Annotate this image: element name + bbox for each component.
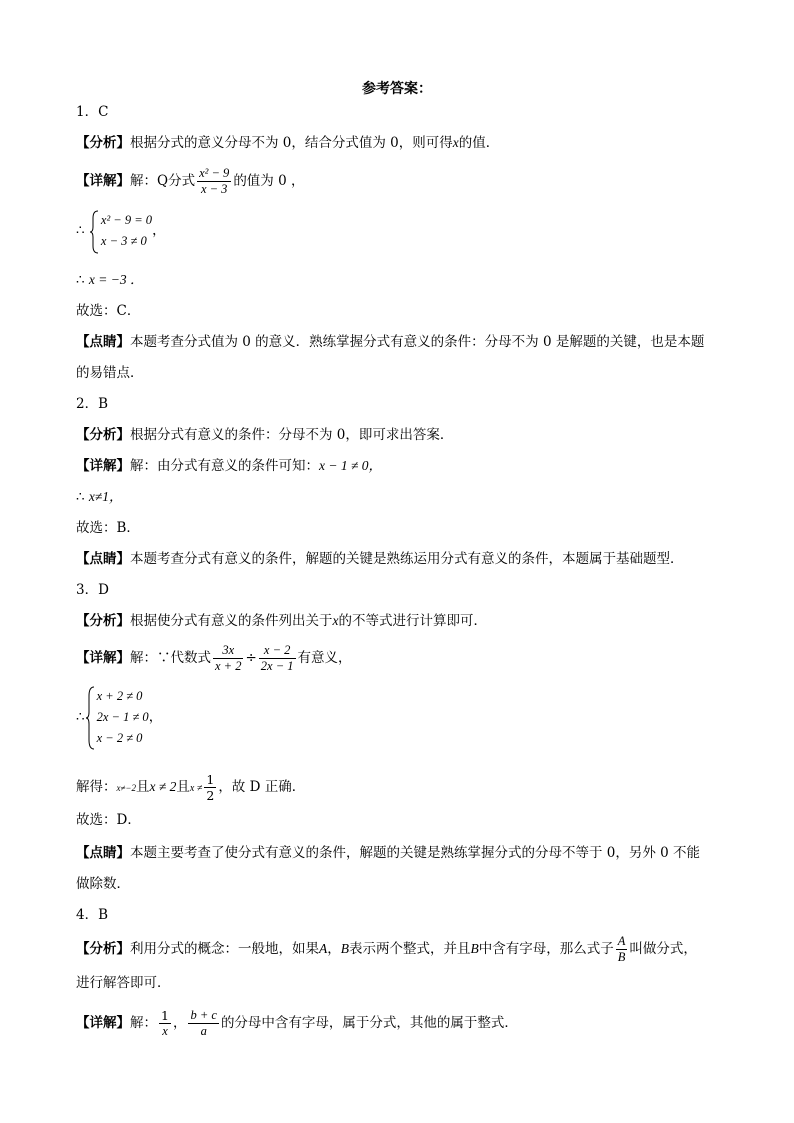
fraction: $\frac{3x}{x + 2}$ (215, 643, 242, 673)
comment-tag: 【点睛】 (76, 334, 130, 350)
q3-analysis: 【分析】根据使分式有意义的条件列出关于x的不等式进行计算即可． (76, 613, 487, 629)
fraction: $\frac{x - 2}{2x - 1}$ (260, 643, 294, 673)
fraction: $\frac{A}{B}$ (617, 934, 626, 964)
page-title: 参考答案： (362, 81, 432, 97)
brace-icon (89, 210, 99, 254)
q1-comment-cont: 的易错点． (76, 365, 144, 381)
q3-detail: 【详解】解：∵代数式 $\frac{3x}{x + 2}$ ÷ $\frac{x - 2}{2x - 1}$ 有意义， (76, 643, 352, 673)
q4-analysis-cont: 进行解答即可． (76, 975, 171, 991)
q2-result: ∴ x≠1， (76, 489, 123, 505)
q3-comment-cont: 做除数． (76, 876, 130, 892)
q2-number: 2．B (76, 396, 109, 412)
inequality-system: x + 2 ≠ 0 2x − 1 ≠ 0 x − 2 ≠ 0 (85, 686, 149, 749)
q2-analysis: 【分析】根据分式有意义的条件：分母不为 0，即可求出答案． (76, 427, 454, 443)
fraction: $\frac{\text{x² − 9}}{x - 3}$ (199, 166, 230, 196)
q2-detail: 【详解】解：由分式有意义的条件可知：x − 1 ≠ 0， (76, 458, 383, 474)
q4-number: 4．B (76, 907, 109, 923)
q1-comment: 【点睛】本题考查分式值为 0 的意义．熟练掌握分式有意义的条件：分母不为 0 是解题的关键，也是本题 (76, 334, 705, 350)
q1-result: ∴ x = −3 ． (76, 272, 144, 288)
q4-analysis: 【分析】利用分式的概念：一般地，如果A，B表示两个整式，并且B中含有字母，那么式子 $\frac{A}{B}$ 叫做分式， (76, 934, 697, 964)
detail-tag: 【详解】 (76, 173, 130, 189)
q4-detail: 【详解】解： $\frac{1}{x}$ ， $\frac{b + c}{a}$ 的分母中含有字母，属于分式，其他的属于整式． (76, 1008, 518, 1038)
q1-system: ∴ x² − 9 = 0 x − 3 ≠ 0 ， (76, 210, 166, 252)
q1-number: 1．C (76, 104, 109, 120)
q3-system: ∴ x + 2 ≠ 0 2x − 1 ≠ 0 x − 2 ≠ 0 ， (76, 686, 162, 749)
fraction: $\frac{b + c}{a}$ (190, 1008, 217, 1038)
q1-detail: 【详解】解：Q分式 $\frac{\text{x² − 9}}{x - 3}$ 的值为 0 ， (76, 166, 305, 196)
fraction: $\frac{1}{x}$ (161, 1008, 169, 1038)
fraction: $\frac{1}{2}$ (206, 772, 215, 803)
q3-number: 3．D (76, 582, 109, 598)
q1-choice: 故选：C． (76, 303, 141, 319)
q2-choice: 故选：B． (76, 520, 140, 536)
equation-system: x² − 9 = 0 x − 3 ≠ 0 (89, 210, 152, 252)
q3-choice: 故选：D． (76, 812, 141, 828)
q3-comment: 【点睛】本题主要考查了使分式有意义的条件，解题的关键是熟练掌握分式的分母不等于 0，另外 0 不能 (76, 845, 701, 861)
q1-analysis: 【分析】根据分式的意义分母不为 0，结合分式值为 0，则可得x的值． (76, 135, 500, 151)
q2-comment: 【点睛】本题考查分式有意义的条件，解题的关键是熟练运用分式有意义的条件，本题属于基础题型． (76, 551, 684, 567)
brace-icon (85, 686, 95, 750)
q3-solution: 解得：x≠−2且x ≠ 2且x ≠ $\frac{1}{2}$ ，故 D 正确． (76, 772, 306, 803)
analysis-tag: 【分析】 (76, 135, 130, 151)
